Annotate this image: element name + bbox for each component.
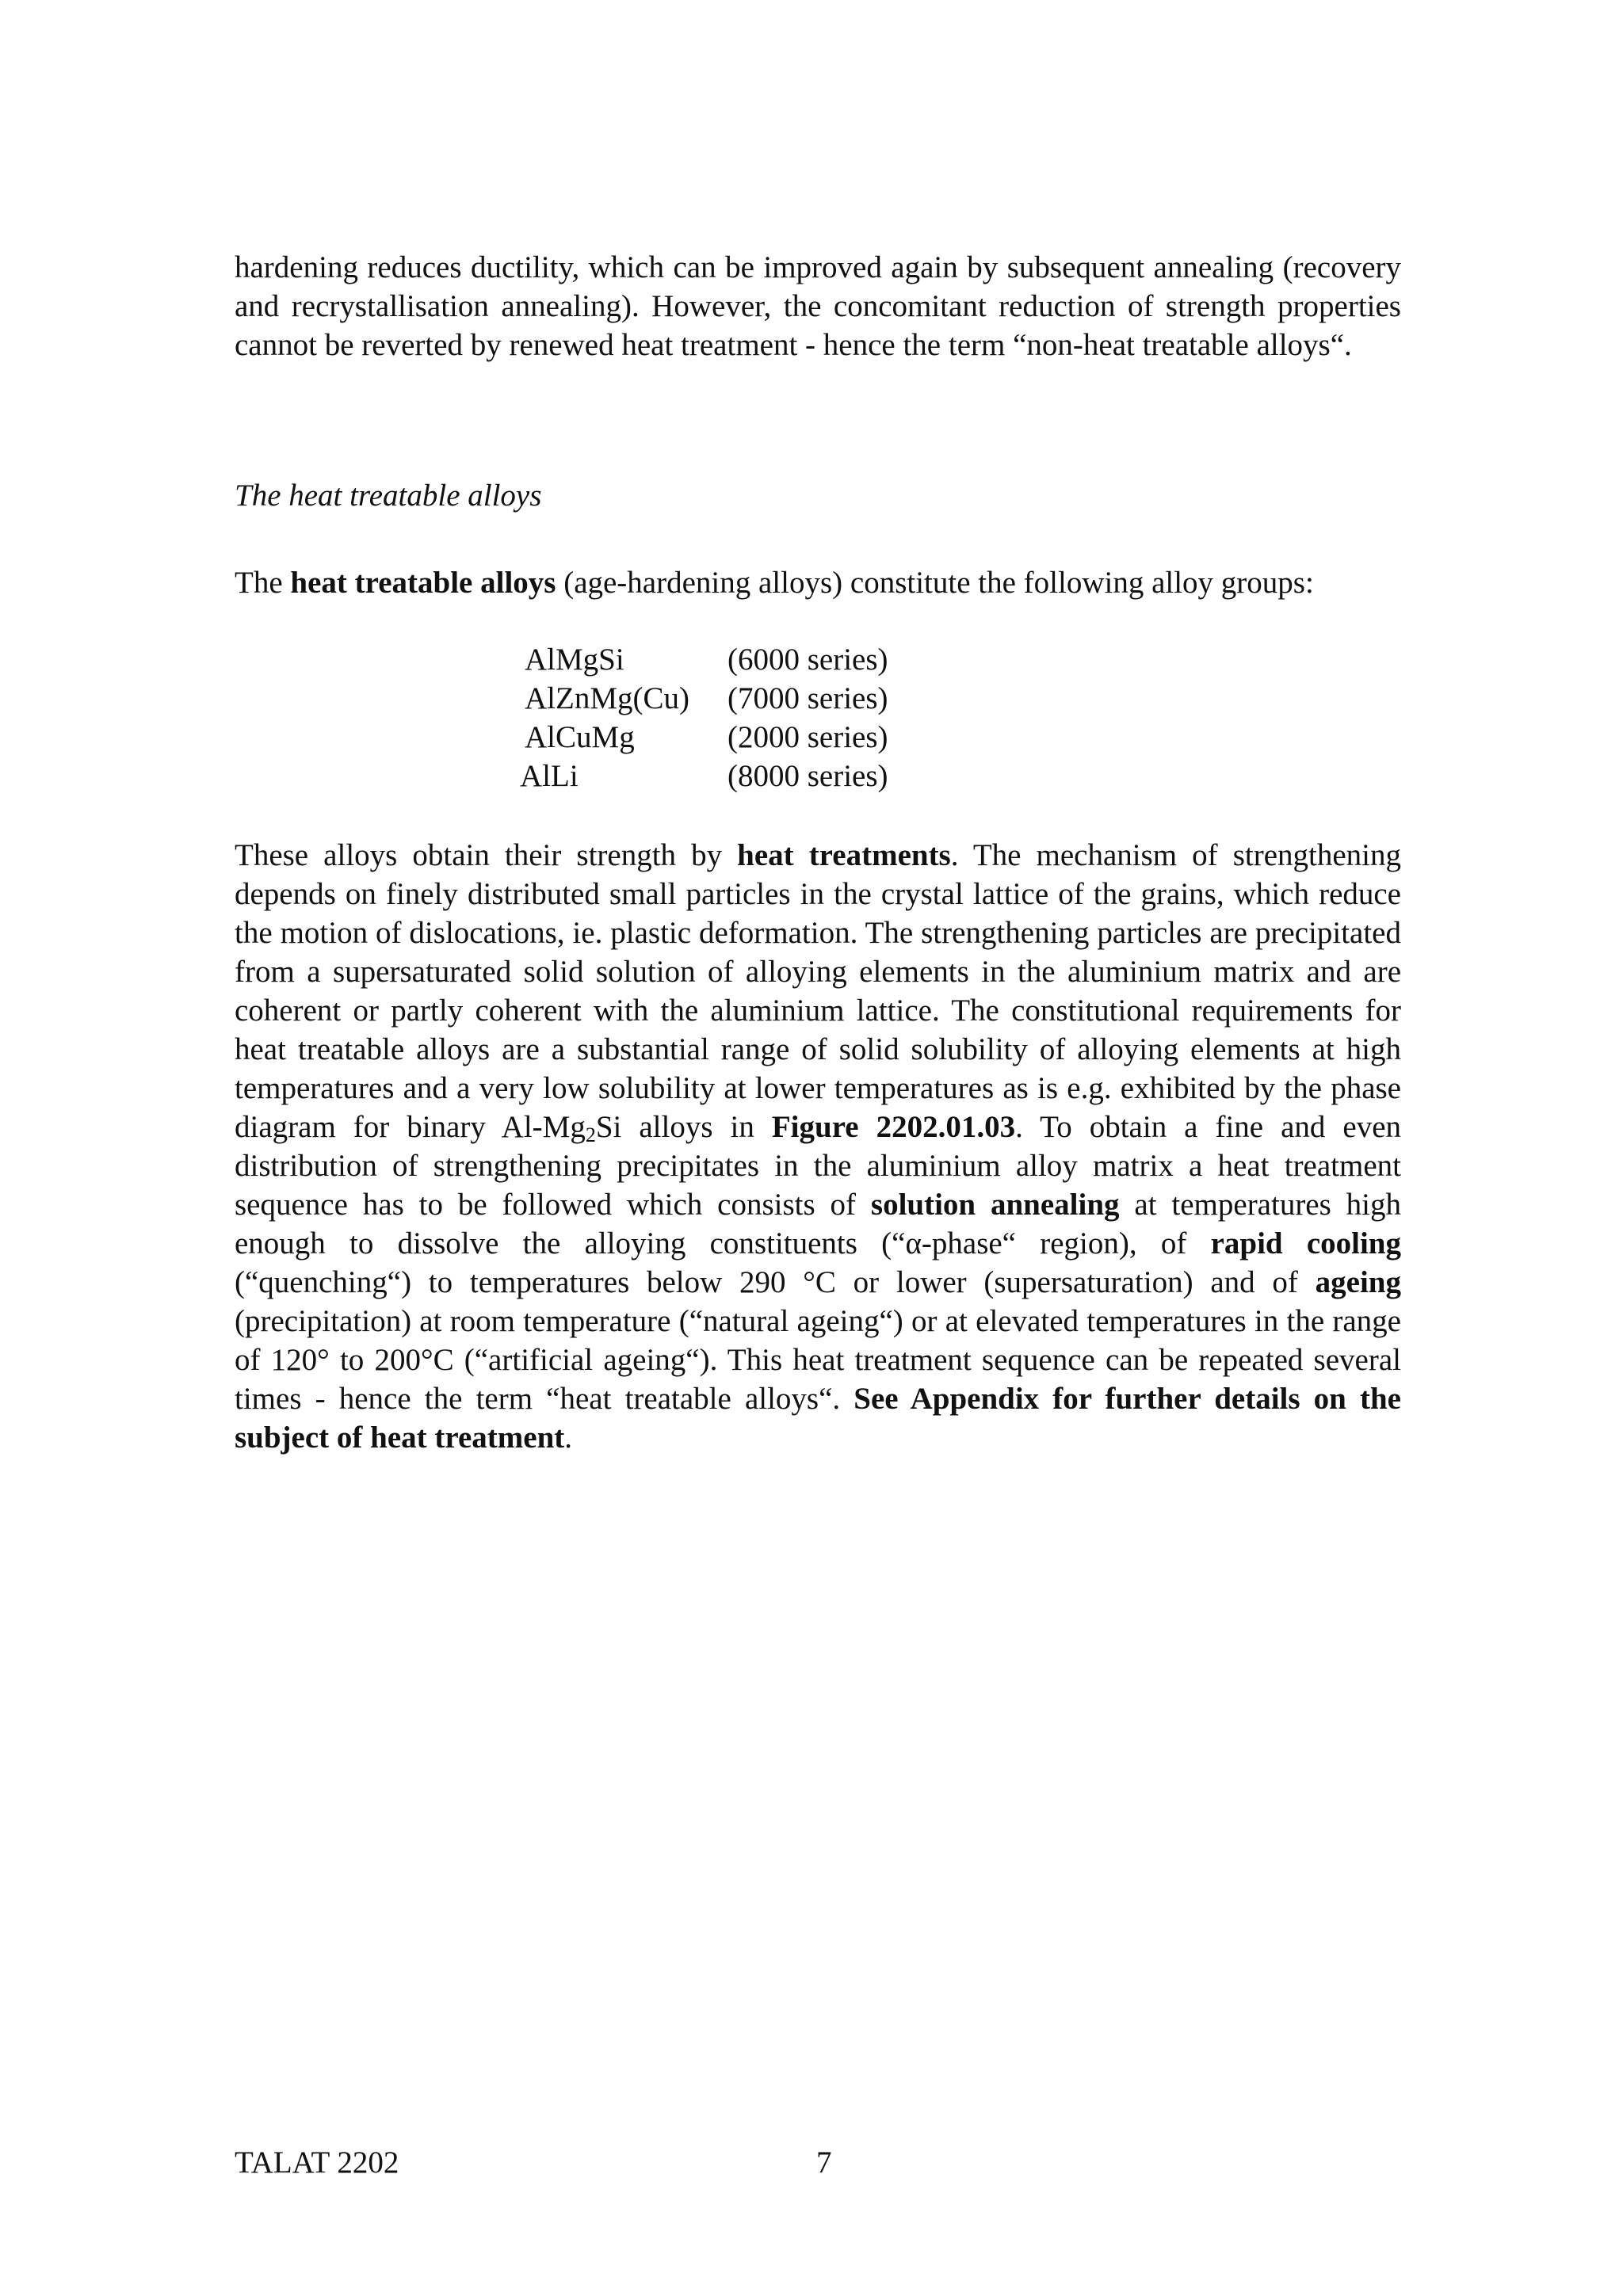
alloy-series: (8000 series) — [727, 759, 888, 793]
section-heading: The heat treatable alloys — [235, 479, 542, 513]
paragraph-non-heat-treatable: hardening reduces ductility, which can be improved again by subsequent annealing (recovery and recrystallisation annealing). However, the concomitant reduction of strength properties cannot be reverted by renewed heat treatment - hence the term “non-heat treatable alloys“. — [235, 250, 1401, 362]
alloy-row — [525, 718, 888, 757]
alloy-name: AlLi — [520, 759, 579, 793]
alloy-row — [520, 757, 888, 795]
paragraph-intro-heat-treatable: The heat treatable alloys (age-hardening alloys) constitute the following alloy groups: — [235, 566, 1314, 600]
alloy-series: (6000 series) — [727, 643, 888, 677]
bold-heat-treatable-alloys: heat treatable alloys — [290, 566, 556, 600]
alloy-series: (7000 series) — [727, 681, 888, 715]
alloy-name: AlZnMg(Cu) — [525, 681, 689, 715]
figure-reference: Figure 2202.01.03 — [771, 1110, 1016, 1144]
page-number: 7 — [816, 2145, 832, 2180]
alloy-group-list — [520, 640, 888, 795]
alloy-name: AlMgSi — [525, 643, 624, 677]
alloy-row — [525, 640, 888, 679]
paragraph-heat-treatment-mechanism: These alloys obtain their strength by heat treatments. The mechanism of strengthening depends on finely distributed small particles in the crystal lattice of the grains, which reduce the motion of dislocations, ie. plastic deformation. The strengthening particles are precipitated from a supersaturated solid solution of alloying elements in the aluminium matrix and are coherent or partly coherent with the aluminium lattice. The constitutional requirements for heat treatable alloys are a substantial range of solid solubility of alloying elements at high temperatures and a very low solubility at lower temperatures as is e.g. exhibited by the phase diagram for binary $Al-Mg_2Si$ alloys in Figure 2202.01.03. To obtain a fine and even distribution of strengthening precipitates in the aluminium alloy matrix a heat treatment sequence has to be followed which consists of solution annealing at temperatures high enough to dissolve the alloying constituents (“α-phase“ region), of rapid cooling (“quenching“) to temperatures below 290 °C or lower (supersaturation) and of ageing (precipitation) at room temperature (“natural ageing“) or at elevated temperatures in the range of 120° to 200°C (“artificial ageing“). This heat treatment sequence can be repeated several times - hence the term “heat treatable alloys“. See Appendix for further details on the subject of heat treatment. — [235, 838, 1401, 1455]
alloy-series: (2000 series) — [727, 720, 888, 754]
alloy-row — [525, 679, 888, 718]
appendix-reference: See Appendix for further details on the subject of heat treatment — [235, 1382, 1401, 1455]
alloy-name: AlCuMg — [525, 720, 635, 754]
footer-document-id: TALAT 2202 — [235, 2145, 399, 2180]
